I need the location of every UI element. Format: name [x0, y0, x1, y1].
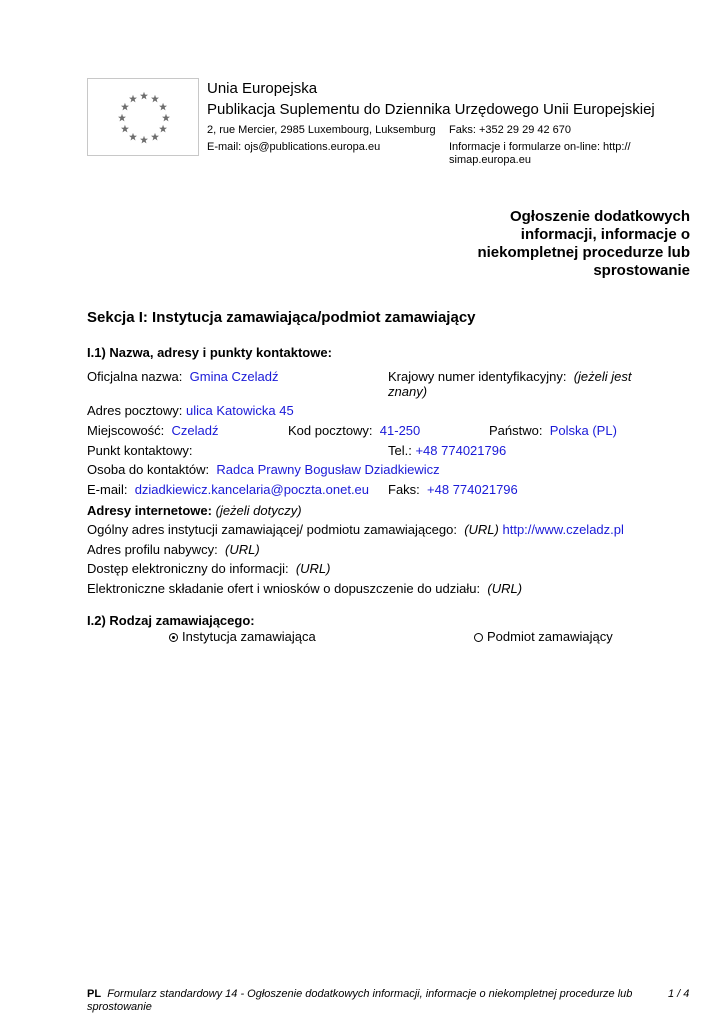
footer-lang: PL: [87, 988, 102, 1000]
flag-star-icon: [159, 125, 167, 133]
internet-hint: (jeżeli dotyczy): [215, 503, 302, 518]
header-publication: Publikacja Suplementu do Dziennika Urzędowego Unii Europejskiej: [207, 101, 655, 118]
country-value: Polska (PL): [549, 423, 617, 438]
buyer-profile-row: [87, 542, 260, 557]
city-label: Miejscowość:: [87, 423, 165, 438]
subsection-1-heading: I.1) Nazwa, adresy i punkty kontaktowe:: [87, 345, 332, 360]
flag-star-icon: [129, 95, 137, 103]
general-address-hint: (URL): [464, 522, 499, 537]
contact-person-value: Radca Prawny Bogusław Dziadkiewicz: [216, 462, 440, 477]
subsection-2-heading: I.2) Rodzaj zamawiającego:: [87, 613, 255, 628]
radio-authority[interactable]: [169, 629, 316, 644]
postcode-label: Kod pocztowy:: [288, 423, 373, 438]
notice-title: Ogłoszenie dodatkowych informacji, informacje o niekompletnej procedurze lub sprostowanie: [477, 208, 690, 279]
e-submission-hint: (URL): [487, 581, 523, 596]
postcode-value: 41-250: [379, 423, 421, 438]
postcode-row: [288, 423, 420, 438]
e-submission-row: [87, 581, 522, 596]
contact-point-label: Punkt kontaktowy:: [87, 443, 193, 458]
flag-star-icon: [162, 114, 170, 122]
e-access-hint: (URL): [295, 561, 331, 576]
flag-star-icon: [140, 92, 148, 100]
flag-star-icon: [118, 114, 126, 122]
email-value[interactable]: dziadkiewicz.kancelaria@poczta.onet.eu: [134, 482, 370, 497]
footer-page-number: 1 / 4: [668, 988, 690, 1000]
fax-label: Faks:: [388, 482, 420, 497]
section-heading: Sekcja I: Instytucja zamawiająca/podmiot zamawiający: [87, 309, 476, 326]
fax-row: [388, 482, 518, 497]
country-label: Państwo:: [489, 423, 543, 438]
footer-form-text: Formularz standardowy 14 - Ogłoszenie dodatkowych informacji, informacje o niekompletnej procedurze lub sprostowanie: [87, 988, 633, 1013]
internet-label: Adresy internetowe:: [87, 503, 212, 518]
country-row: [489, 423, 617, 438]
national-id-label: Krajowy numer identyfikacyjny:: [388, 369, 567, 384]
email-label: E-mail:: [87, 482, 128, 497]
radio-authority-label: Instytucja zamawiająca: [182, 629, 316, 644]
buyer-profile-label: Adres profilu nabywcy:: [87, 542, 218, 557]
flag-star-icon: [121, 125, 129, 133]
e-access-label: Dostęp elektroniczny do informacji:: [87, 561, 289, 576]
general-address-link[interactable]: http://www.czeladz.pl: [502, 522, 624, 537]
postal-label: Adres pocztowy:: [87, 403, 183, 418]
official-name-label: Oficjalna nazwa:: [87, 369, 183, 384]
email-row: [87, 482, 369, 497]
tel-row: [388, 443, 506, 458]
header-address: 2, rue Mercier, 2985 Luxembourg, Luksemburg: [207, 124, 436, 136]
national-id-hint-2: znany): [388, 384, 428, 399]
official-name-value: Gmina Czeladź: [189, 369, 279, 384]
postal-value: ulica Katowicka 45: [186, 403, 294, 418]
header-org: Unia Europejska: [207, 80, 318, 97]
fax-value: +48 774021796: [427, 482, 518, 497]
radio-entity[interactable]: [474, 629, 613, 644]
tel-label: Tel.:: [388, 443, 412, 458]
national-id-row: [388, 369, 632, 384]
internet-row: [87, 503, 302, 518]
flag-star-icon: [129, 133, 137, 141]
postal-address-row: [87, 403, 294, 418]
footer-text: [87, 988, 647, 1014]
city-row: [87, 423, 219, 438]
city-value: Czeladź: [171, 423, 219, 438]
flag-star-icon: [151, 133, 159, 141]
tel-value: +48 774021796: [415, 443, 507, 458]
flag-star-icon: [121, 103, 129, 111]
radio-selected-icon[interactable]: [169, 633, 178, 642]
radio-unselected-icon[interactable]: [474, 633, 483, 642]
eu-stars-icon: [88, 79, 200, 157]
flag-star-icon: [159, 103, 167, 111]
national-id-hint-1: (jeżeli jest: [573, 369, 632, 384]
flag-star-icon: [140, 136, 148, 144]
general-address-label: Ogólny adres instytucji zamawiającej/ podmiotu zamawiającego:: [87, 522, 457, 537]
header-info-line2: simap.europa.eu: [449, 154, 531, 166]
buyer-profile-hint: (URL): [225, 542, 260, 557]
eu-flag-logo: [87, 78, 199, 156]
header-fax: Faks: +352 29 29 42 670: [449, 124, 572, 136]
e-access-row: [87, 561, 331, 576]
radio-entity-label: Podmiot zamawiający: [487, 629, 613, 644]
official-name-row: [87, 369, 279, 384]
general-address-row: [87, 522, 624, 537]
contact-person-row: [87, 462, 440, 477]
flag-star-icon: [151, 95, 159, 103]
header-info-line1: Informacje i formularze on-line: http://: [449, 141, 631, 153]
e-submission-label: Elektroniczne składanie ofert i wniosków o dopuszczenie do udziału:: [87, 581, 481, 596]
contact-person-label: Osoba do kontaktów:: [87, 462, 210, 477]
header-email: E-mail: ojs@publications.europa.eu: [207, 141, 381, 153]
